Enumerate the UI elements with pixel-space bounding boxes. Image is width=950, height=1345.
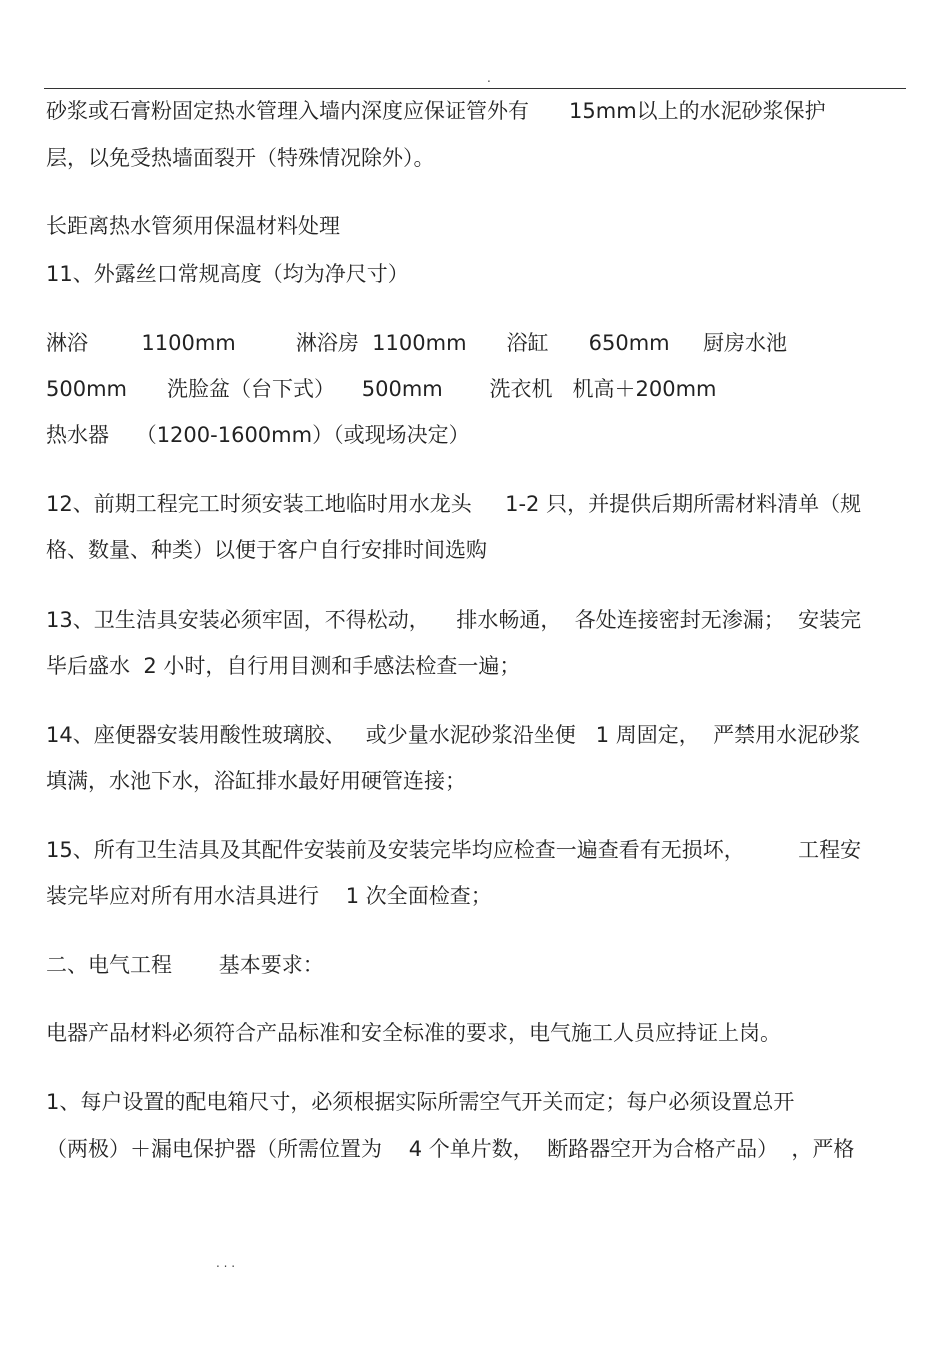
header-rule: [44, 88, 906, 89]
text-line: 砂浆或石膏粉固定热水管理入墙内深度应保证管外有 15mm以上的水泥砂浆保护: [46, 99, 826, 123]
text-line: 11、外露丝口常规高度（均为净尺寸）: [46, 262, 409, 286]
text-line: 淋浴 1100mm 淋浴房 1100mm 浴缸 650mm 厨房水池: [46, 331, 788, 355]
text-line: 长距离热水管须用保温材料处理: [46, 214, 340, 238]
text-line: 1、每户设置的配电箱尺寸，必须根据实际所需空气开关而定；每户必须设置总开: [46, 1090, 795, 1114]
text-line: 毕后盛水 2 小时，自行用目测和手感法检查一遍；: [46, 654, 521, 678]
text-line: 15、所有卫生洁具及其配件安装前及安装完毕均应检查一遍查看有无损坏， 工程安: [46, 838, 862, 862]
header-mark: .: [487, 71, 491, 85]
text-line: 13、卫生洁具安装必须牢固，不得松动， 排水畅通， 各处连接密封无渗漏； 安装完: [46, 608, 862, 632]
text-line: 装完毕应对所有用水洁具进行 1 次全面检查；: [46, 884, 492, 908]
text-line: 14、座便器安装用酸性玻璃胶、 或少量水泥砂浆沿坐便 1 周固定， 严禁用水泥砂浆: [46, 723, 861, 747]
text-line: 二、电气工程 基本要求：: [46, 953, 324, 977]
text-line: 填满，水池下水，浴缸排水最好用硬管连接；: [46, 769, 466, 793]
text-line: 层，以免受热墙面裂开（特殊情况除外）。: [46, 146, 435, 170]
footer-mark: . . .: [216, 1256, 236, 1270]
text-line: 电器产品材料必须符合产品标准和安全标准的要求，电气施工人员应持证上岗。: [46, 1021, 781, 1045]
text-line: （两极）＋漏电保护器（所需位置为 4 个单片数， 断路器空开为合格产品） ，严格: [46, 1137, 855, 1161]
text-line: 格、数量、种类）以便于客户自行安排时间选购: [46, 538, 487, 562]
text-line: 500mm 洗脸盆（台下式） 500mm 洗衣机 机高＋200mm: [46, 377, 717, 401]
text-line: 热水器 （1200-1600mm）（或现场决定）: [46, 423, 470, 447]
text-line: 12、前期工程完工时须安装工地临时用水龙头 1-2 只，并提供后期所需材料清单（规: [46, 492, 862, 516]
